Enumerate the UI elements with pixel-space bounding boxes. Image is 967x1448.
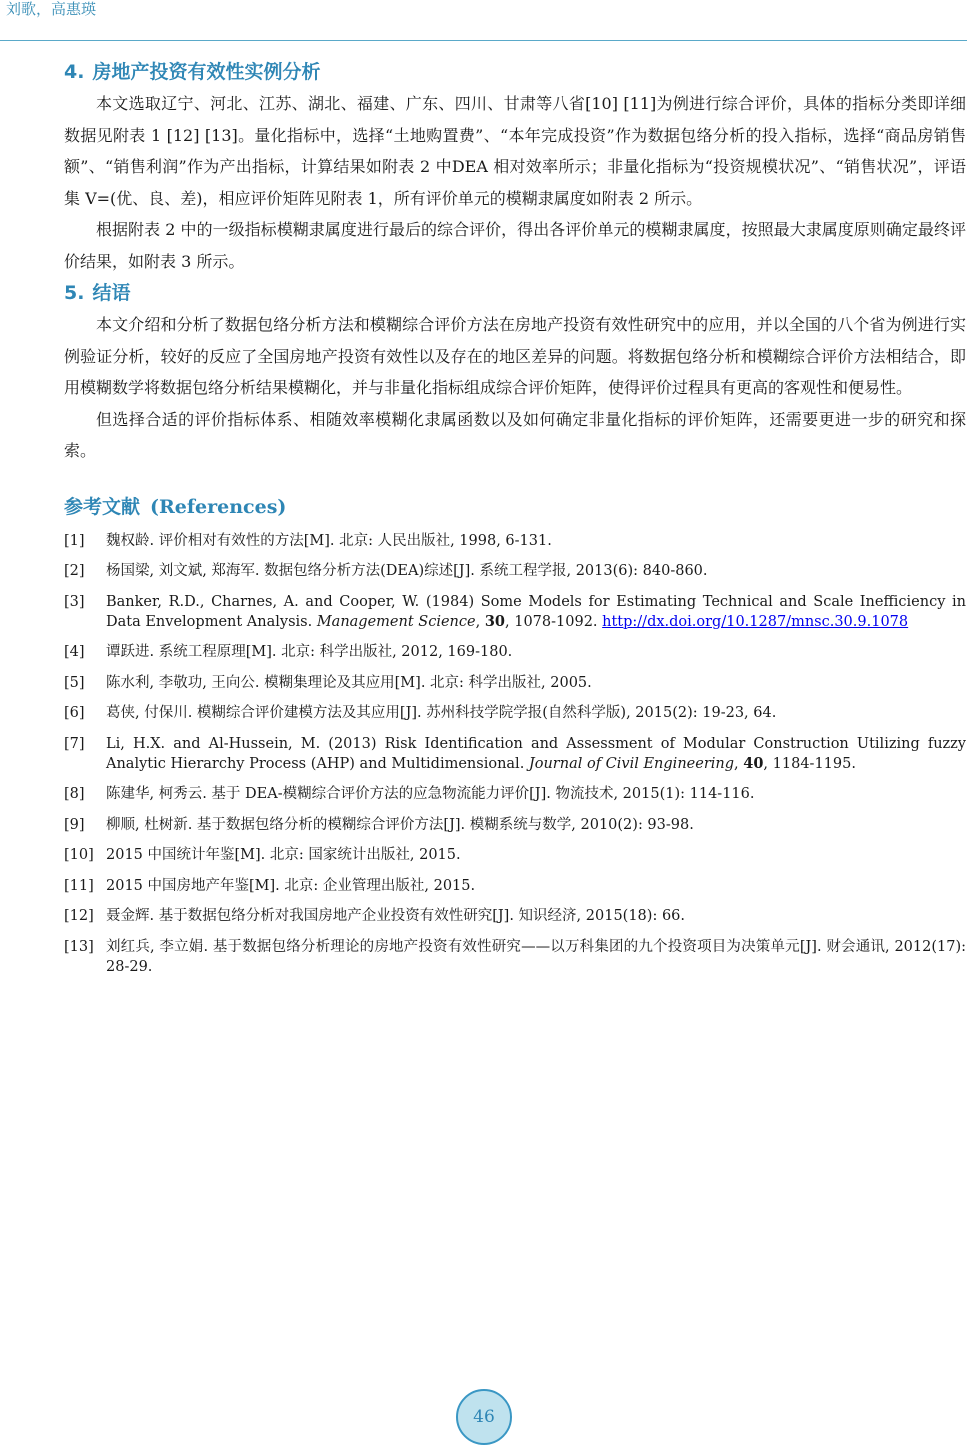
- page-number: 46: [473, 1407, 495, 1427]
- section-4-number: 4.: [64, 61, 85, 83]
- reference-item: [64, 784, 966, 804]
- section-4-paragraph-1: 本文选取辽宁、河北、江苏、湖北、福建、广东、四川、甘肃等八省[10] [11]为例进行综合评价，具体的指标分类即详细数据见附表 1 [12] [13]。量化指标中，选择“土地购置费”、“本年完成投资”作为数据包络分析的投入指标，选择“商品房销售额”、“销售利润”作为产出指标，计算结果如附表 2 中DEA 相对效率所示；非量化指标为“投资规模状况”、“销售状况”，评语集 V=(优、良、差)，相应评价矩阵见附表 1，所有评价单元的模糊隶属度如附表 2 所示。: [64, 94, 966, 208]
- reference-index: [12]: [64, 908, 94, 924]
- references-heading: [64, 491, 966, 523]
- reference-text: 谭跃进. 系统工程原理[M]. 北京: 科学出版社, 2012, 169-180.: [106, 644, 513, 660]
- reference-text: Banker, R.D., Charnes, A. and Cooper, W. (1984) Some Models for Estimating Technical and Scale Inefficiency in Data Envelopment Analysis.: [106, 593, 966, 630]
- section-4-heading: [64, 56, 966, 88]
- reference-index: [3]: [64, 593, 85, 610]
- references-title-cn: 参考文献: [64, 495, 141, 518]
- section-5-title: 结语: [92, 282, 131, 304]
- reference-text: 葛侠, 付保川. 模糊综合评价建模方法及其应用[J]. 苏州科技学院学报(自然科学版), 2015(2): 19-23, 64.: [106, 705, 777, 721]
- references-title-en: (References): [150, 495, 287, 518]
- reference-volume: 30: [484, 612, 505, 630]
- section-5-paragraph-1: 本文介绍和分析了数据包络分析方法和模糊综合评价方法在房地产投资有效性研究中的应用，并以全国的八个省为例进行实例验证分析，较好的反应了全国房地产投资有效性以及存在的地区差异的问题。将数据包络分析和模糊综合评价方法相结合，即用模糊数学将数据包络分析结果模糊化，并与非量化指标组成综合评价矩阵，使得评价过程具有更高的客观性和便易性。: [64, 315, 966, 397]
- reference-pages: , 1078-1092.: [505, 613, 603, 630]
- reference-index: [5]: [64, 674, 85, 691]
- reference-text: 陈建华, 柯秀云. 基于 DEA-模糊综合评价方法的应急物流能力评价[J]. 物流技术, 2015(1): 114-116.: [106, 786, 755, 802]
- reference-index: [10]: [64, 847, 94, 863]
- reference-separator: ,: [475, 613, 485, 630]
- reference-journal: Journal of Civil Engineering: [528, 755, 735, 772]
- reference-index: [7]: [64, 735, 85, 752]
- reference-text: 聂金辉. 基于数据包络分析对我国房地产企业投资有效性研究[J]. 知识经济, 2015(18): 66.: [106, 908, 685, 924]
- reference-text: 柳顺, 杜树新. 基于数据包络分析的模糊综合评价方法[J]. 模糊系统与数学, 2010(2): 93-98.: [106, 816, 694, 833]
- section-5-paragraph-2: 但选择合适的评价指标体系、相随效率模糊化隶属函数以及如何确定非量化指标的评价矩阵，还需要更进一步的研究和探索。: [64, 409, 966, 460]
- reference-doi-link[interactable]: http://dx.doi.org/10.1287/mnsc.30.9.1078: [602, 613, 909, 630]
- reference-index: [9]: [64, 816, 85, 833]
- reference-item: [64, 531, 966, 551]
- reference-item: [64, 642, 966, 662]
- reference-index: [6]: [64, 705, 85, 721]
- reference-list: [64, 531, 966, 977]
- reference-index: [4]: [64, 644, 85, 660]
- reference-item: [64, 906, 966, 926]
- header-authors: 刘歌，高惠瑛: [6, 0, 97, 18]
- article-body: [64, 56, 966, 987]
- section-4-title: 房地产投资有效性实例分析: [92, 61, 321, 83]
- reference-item: [64, 703, 966, 723]
- reference-volume: 40: [743, 754, 764, 772]
- reference-item: [64, 937, 966, 977]
- reference-index: [8]: [64, 786, 85, 802]
- reference-item: [64, 734, 966, 774]
- reference-item: [64, 815, 966, 835]
- reference-index: [2]: [64, 563, 85, 579]
- reference-pages: , 1184-1195.: [763, 755, 856, 772]
- running-header: [0, 0, 967, 41]
- reference-text: 2015 中国房地产年鉴[M]. 北京: 企业管理出版社, 2015.: [106, 877, 476, 894]
- reference-text: 刘红兵, 李立娟. 基于数据包络分析理论的房地产投资有效性研究——以万科集团的九个投资项目为决策单元[J]. 财会通讯, 2012(17): 28-29.: [106, 938, 966, 975]
- reference-index: [13]: [64, 938, 94, 955]
- reference-text: 魏权龄. 评价相对有效性的方法[M]. 北京: 人民出版社, 1998, 6-131.: [106, 532, 552, 549]
- section-4-paragraph-2: 根据附表 2 中的一级指标模糊隶属度进行最后的综合评价，得出各评价单元的模糊隶属度，按照最大隶属度原则确定最终评价结果，如附表 3 所示。: [64, 220, 966, 271]
- reference-item: [64, 561, 966, 581]
- reference-text: 杨国梁, 刘文斌, 郑海军. 数据包络分析方法(DEA)综述[J]. 系统工程学报, 2013(6): 840-860.: [106, 563, 708, 579]
- reference-item: [64, 876, 966, 896]
- reference-item: [64, 845, 966, 865]
- page-number-badge: [456, 1389, 512, 1445]
- section-5-heading: [64, 277, 966, 309]
- reference-index: [1]: [64, 532, 85, 549]
- reference-index: [11]: [64, 877, 94, 894]
- reference-item: [64, 592, 966, 632]
- reference-item: [64, 673, 966, 693]
- reference-journal: Management Science: [316, 613, 476, 630]
- reference-text: Li, H.X. and Al-Hussein, M. (2013) Risk Identification and Assessment of Modular Construction Utilizing fuzzy Analytic Hierarchy Process (AHP) and Multidimensional.: [106, 735, 966, 772]
- reference-separator: ,: [734, 755, 744, 772]
- reference-text: 2015 中国统计年鉴[M]. 北京: 国家统计出版社, 2015.: [106, 847, 461, 863]
- section-5-number: 5.: [64, 282, 85, 304]
- reference-text: 陈水利, 李敬功, 王向公. 模糊集理论及其应用[M]. 北京: 科学出版社, 2005.: [106, 674, 592, 691]
